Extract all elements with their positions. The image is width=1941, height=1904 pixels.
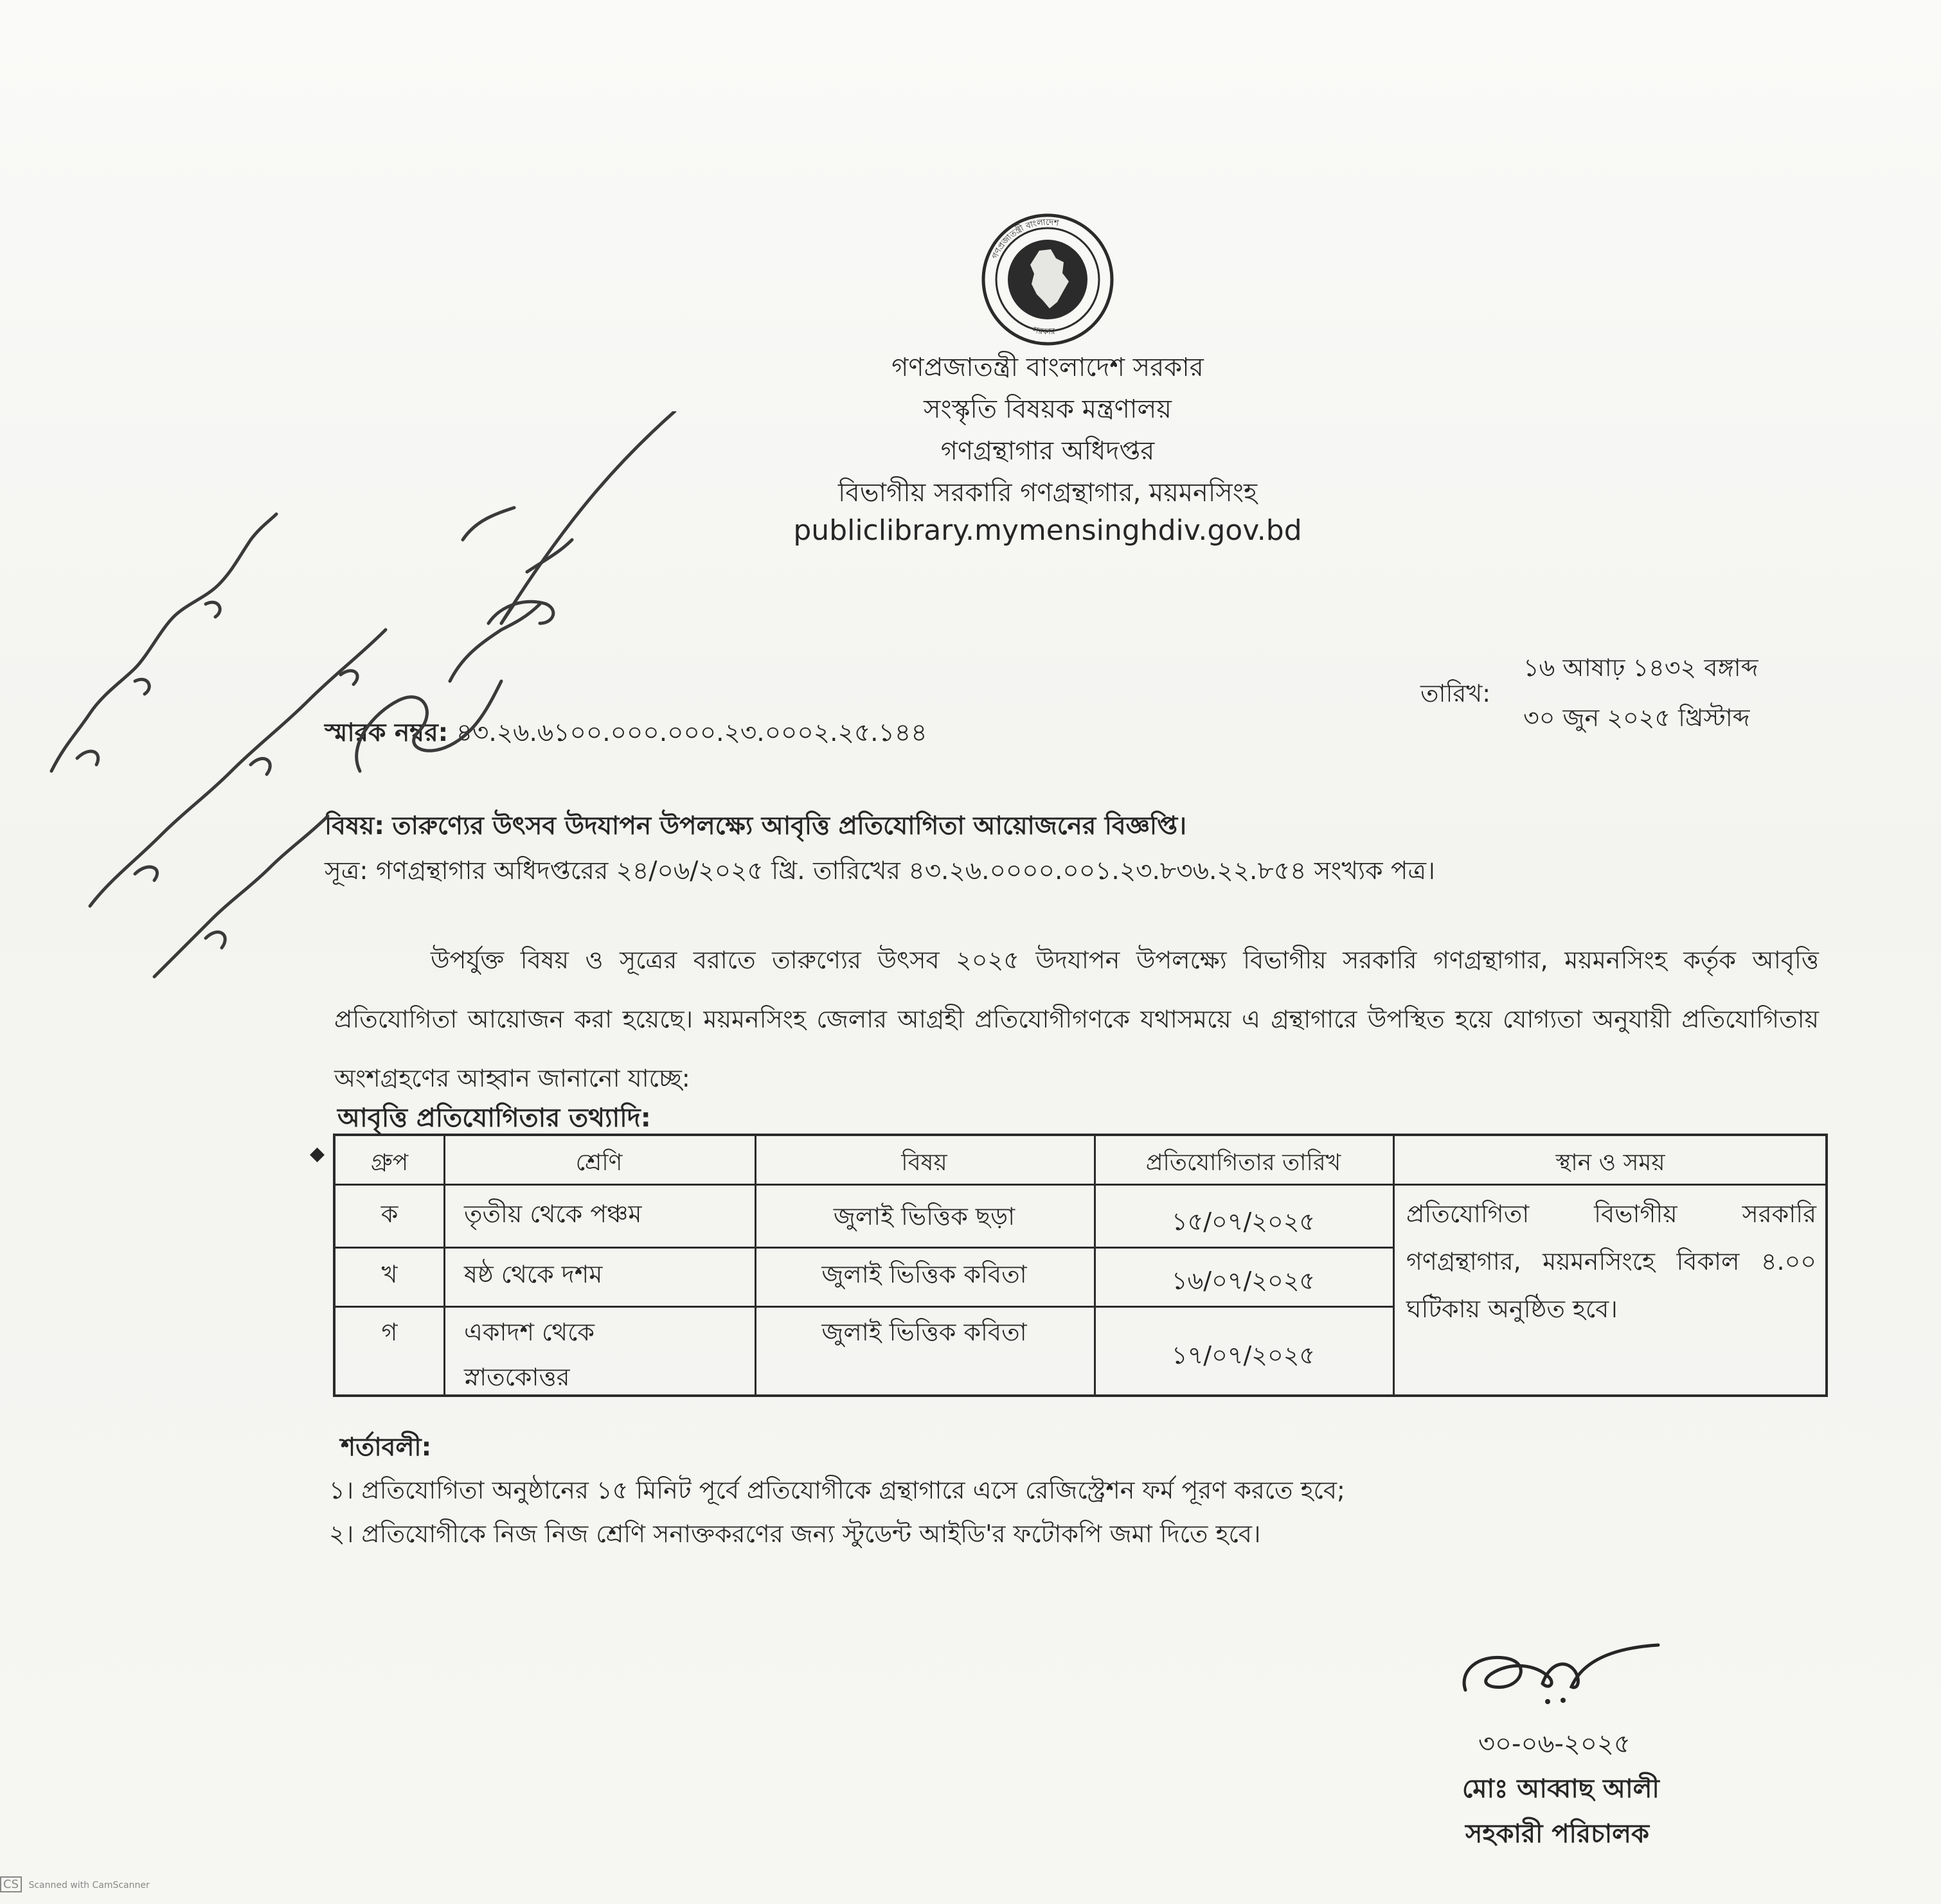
signer-title: সহকারী পরিচালক [1465,1819,1649,1849]
row2-date: ১৬/০৭/২০২৫ [1171,1267,1316,1295]
condition-item-1: ১। প্রতিযোগিতা অনুষ্ঠানের ১৫ মিনিট পূর্বে প্রতিযোগীকে গ্রন্থাগারে এসে রেজিস্ট্রেশন ফর্ম পূরণ করতে হবে; [329,1476,1345,1504]
header-directorate: গণগ্রন্থাগার অধিদপ্তর [940,436,1155,466]
table-title: আবৃত্তি প্রতিযোগিতার তথ্যাদি: [337,1103,651,1133]
header-government: গণপ্রজাতন্ত্রী বাংলাদেশ সরকার [891,353,1204,382]
row3-class-line1: একাদশ থেকে [464,1318,595,1346]
source-label: সূত্র: [325,857,368,885]
date-label: তারিখ: [1420,679,1491,707]
body-paragraph: উপর্যুক্ত বিষয় ও সূত্রের বরাতে তারুণ্যের উৎসব ২০২৫ উদযাপন উপলক্ষ্যে বিভাগীয় সরকারি গণগ্রন্থাগার, ময়মনসিংহ কর্তৃক আবৃত্তি প্রতিযোগিতা আয়োজন করা হয়েছে। ময়মনসিংহ জেলার আগ্রহী প্রতিযোগীগণকে যথাসময়ে এ গ্রন্থাগারে উপস্থিত হয়ে যোগ্যতা অনুযায়ী প্রতিযোগিতায় অংশগ্রহণের আহ্বান জানানো যাচ্ছে: [334,946,1819,1092]
row1-class: তৃতীয় থেকে পঞ্চম [464,1200,642,1228]
row3-date: ১৭/০৭/২০২৫ [1171,1341,1316,1369]
row2-topic: জুলাই ভিত্তিক কবিতা [821,1260,1027,1288]
row3-group: গ [381,1318,398,1346]
row1-date: ১৫/০৭/২০২৫ [1171,1207,1316,1236]
subject-text: তারুণ্যের উৎসব উদযাপন উপলক্ষ্যে আবৃত্তি প্রতিযোগিতা আয়োজনের বিজ্ঞপ্তি। [392,812,1187,841]
row1-topic: জুলাই ভিত্তিক ছড়া [833,1202,1015,1231]
subject-label: বিষয়: [325,812,384,841]
competition-table [333,1134,1828,1397]
row2-class: ষষ্ঠ থেকে দশম [464,1260,603,1288]
memo-label: স্মারক নম্বর: [325,718,449,747]
row1-group: ক [380,1200,398,1228]
header-class: শ্রেণি [575,1150,623,1176]
signature-date: ৩০-০৬-২০২৫ [1478,1729,1631,1759]
conditions-title: শর্তাবলী: [341,1433,432,1462]
header-venue: স্থান ও সময় [1555,1150,1665,1176]
date-bangla: ১৬ আষাঢ় ১৪৩২ বঙ্গাব্দ [1523,654,1758,682]
svg-text:সরকার: সরকার [1032,325,1056,337]
signature-scribble-icon [1453,1619,1671,1716]
handwritten-note-icon [39,411,694,990]
signer-name: মোঃ আব্বাছ আলী [1462,1774,1659,1804]
header-date: প্রতিযোগিতার তারিখ [1145,1150,1341,1176]
condition-item-2: ২। প্রতিযোগীকে নিজ নিজ শ্রেণি সনাক্তকরণের জন্য স্টুডেন্ট আইডি'র ফটোকপি জমা দিতে হবে। [329,1520,1261,1548]
header-library: বিভাগীয় সরকারি গণগ্রন্থাগার, ময়মনসিংহ [837,478,1257,508]
scanner-watermark [0,1876,150,1892]
header-group: গ্রুপ [370,1150,409,1176]
row2-group: খ [381,1260,398,1288]
source-text: গণগ্রন্থাগার অধিদপ্তরের ২৪/০৬/২০২৫ খ্রি. তারিখের ৪৩.২৬.০০০০.০০১.২৩.৮৩৬.২২.৮৫৪ সংখ্যক পত্র। [375,857,1436,885]
memo-value: ৪৩.২৬.৬১০০.০০০.০০০.২৩.০০০২.২৫.১৪৪ [456,718,927,747]
camscanner-text: Scanned with CamScanner [28,1880,150,1891]
date-gregorian: ৩০ জুন ২০২৫ খ্রিস্টাব্দ [1523,704,1750,732]
header-website: publiclibrary.mymensinghdiv.gov.bd [793,514,1302,547]
bullet-mark: ◆ [310,1143,325,1165]
svg-text:গণপ্রজাতন্ত্রী বাংলাদেশ: গণপ্রজাতন্ত্রী বাংলাদেশ [990,217,1060,261]
row3-class-line2: স্নাতকোত্তর [464,1363,570,1391]
header-topic: বিষয় [901,1150,947,1176]
row3-topic: জুলাই ভিত্তিক কবিতা [821,1318,1027,1346]
venue-cell: প্রতিযোগিতা বিভাগীয় সরকারি গণগ্রন্থাগার, ময়মনসিংহে বিকাল ৪.০০ ঘটিকায় অনুষ্ঠিত হবে। [1406,1200,1816,1323]
camscanner-logo: CS [0,1876,22,1892]
header-ministry: সংস্কৃতি বিষয়ক মন্ত্রণালয় [924,395,1172,424]
government-seal-icon [967,212,1128,347]
